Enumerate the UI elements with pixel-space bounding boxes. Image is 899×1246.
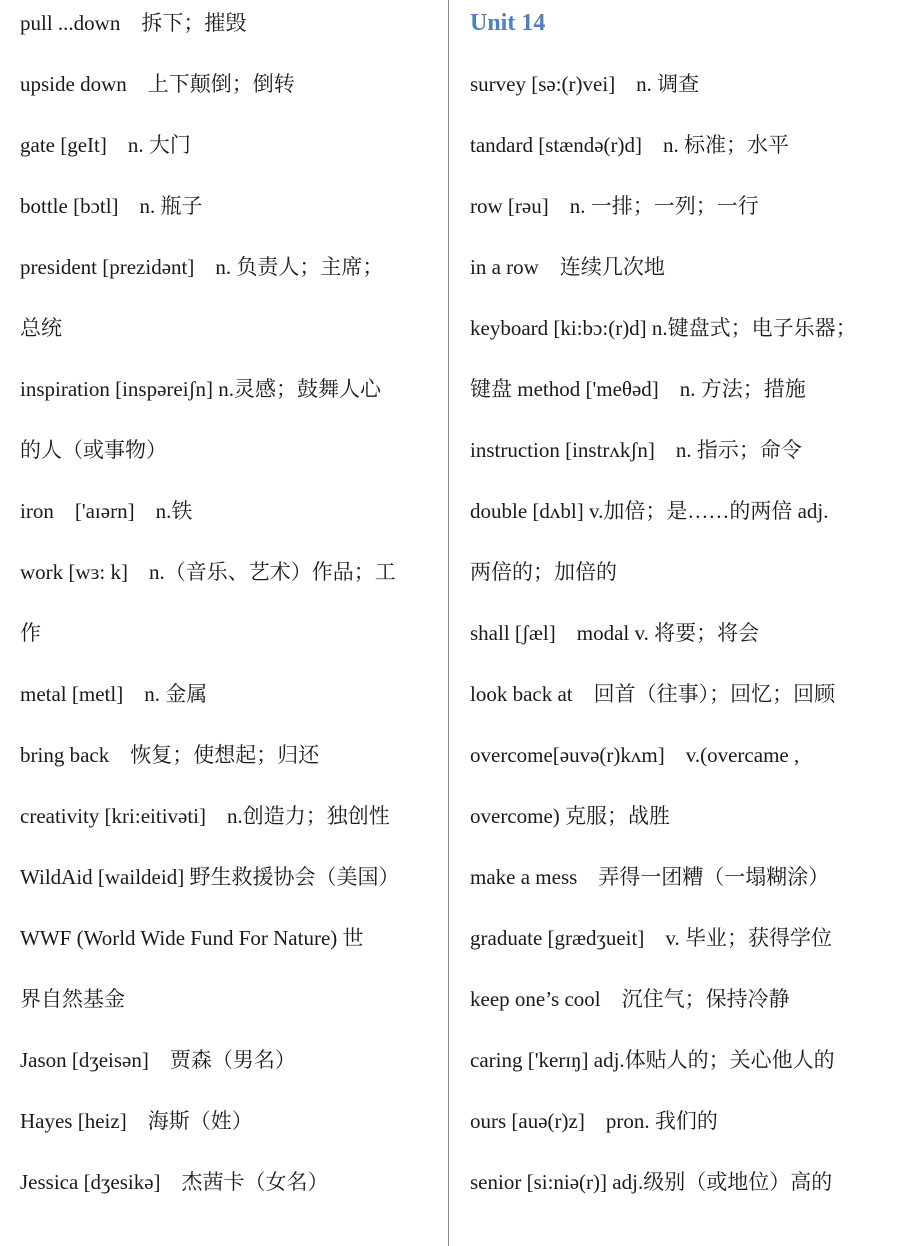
vocab-line: survey [sə:(r)vei] n. 调查 — [470, 72, 700, 96]
vocab-line: bring back 恢复；使想起；归还 — [20, 743, 320, 767]
vocab-line: WildAid [waildeid] 野生救援协会（美国） — [20, 865, 400, 889]
vocab-line: upside down 上下颠倒；倒转 — [20, 72, 295, 96]
vocab-line: 键盘 method ['meθəd] n. 方法；措施 — [470, 377, 806, 401]
vocab-line: inspiration [inspəreiʃn] n.灵感；鼓舞人心 — [20, 377, 382, 401]
vocab-line: keyboard [ki:bɔ:(r)d] n.键盘式；电子乐器； — [470, 316, 857, 340]
vocab-line: overcome[əuvə(r)kʌm] v.(overcame , — [470, 743, 800, 767]
vocab-line: iron ['aɪərn] n.铁 — [20, 499, 193, 523]
vocab-line: metal [metl] n. 金属 — [20, 682, 208, 706]
vocab-line: 总统 — [20, 316, 62, 340]
vocab-line: senior [si:niə(r)] adj.级别（或地位）高的 — [470, 1170, 833, 1194]
vocab-line: shall [ʃæl] modal v. 将要；将会 — [470, 621, 760, 645]
vocab-line: tandard [stændə(r)d] n. 标准；水平 — [470, 133, 790, 157]
vocab-line: keep one’s cool 沉住气；保持冷静 — [470, 987, 790, 1011]
column-divider — [448, 0, 449, 1246]
vocab-line: WWF (World Wide Fund For Nature) 世 — [20, 926, 364, 950]
vocab-line: 界自然基金 — [20, 987, 125, 1011]
vocab-line: in a row 连续几次地 — [470, 255, 665, 279]
vocab-line: bottle [bɔtl] n. 瓶子 — [20, 194, 203, 218]
vocab-line: pull ...down 拆下；摧毁 — [20, 11, 247, 35]
vocab-line: graduate [grædʒueit] v. 毕业；获得学位 — [470, 926, 832, 950]
vocab-line: make a mess 弄得一团糟（一塌糊涂） — [470, 865, 830, 889]
vocab-line: double [dʌbl] v.加倍；是……的两倍 adj. — [470, 499, 829, 523]
vocab-line: instruction [instrʌkʃn] n. 指示；命令 — [470, 438, 802, 462]
vocab-line: ours [auə(r)z] pron. 我们的 — [470, 1109, 718, 1133]
vocab-line: 的人（或事物） — [20, 438, 167, 462]
vocab-line: Jessica [dʒesikə] 杰茜卡（女名） — [20, 1170, 329, 1194]
vocab-line: 两倍的；加倍的 — [470, 560, 617, 584]
vocab-line: overcome) 克服；战胜 — [470, 804, 671, 828]
vocab-line: work [wɜ: k] n.（音乐、艺术）作品；工 — [20, 560, 396, 584]
vocab-line: creativity [kri:eitivəti] n.创造力；独创性 — [20, 804, 390, 828]
vocab-line: look back at 回首（往事）；回忆；回顾 — [470, 682, 836, 706]
vocab-line: caring ['kerɪŋ] adj.体贴人的；关心他人的 — [470, 1048, 835, 1072]
vocab-line: row [rəu] n. 一排；一列；一行 — [470, 194, 759, 218]
vocab-line: gate [geIt] n. 大门 — [20, 133, 191, 157]
vocab-line: president [prezidənt] n. 负责人；主席； — [20, 255, 384, 279]
unit-title: Unit 14 — [470, 10, 546, 36]
vocab-line: Hayes [heiz] 海斯（姓） — [20, 1109, 253, 1133]
vocab-line: 作 — [20, 621, 41, 645]
vocab-line: Jason [dʒeisən] 贾森（男名） — [20, 1048, 296, 1072]
